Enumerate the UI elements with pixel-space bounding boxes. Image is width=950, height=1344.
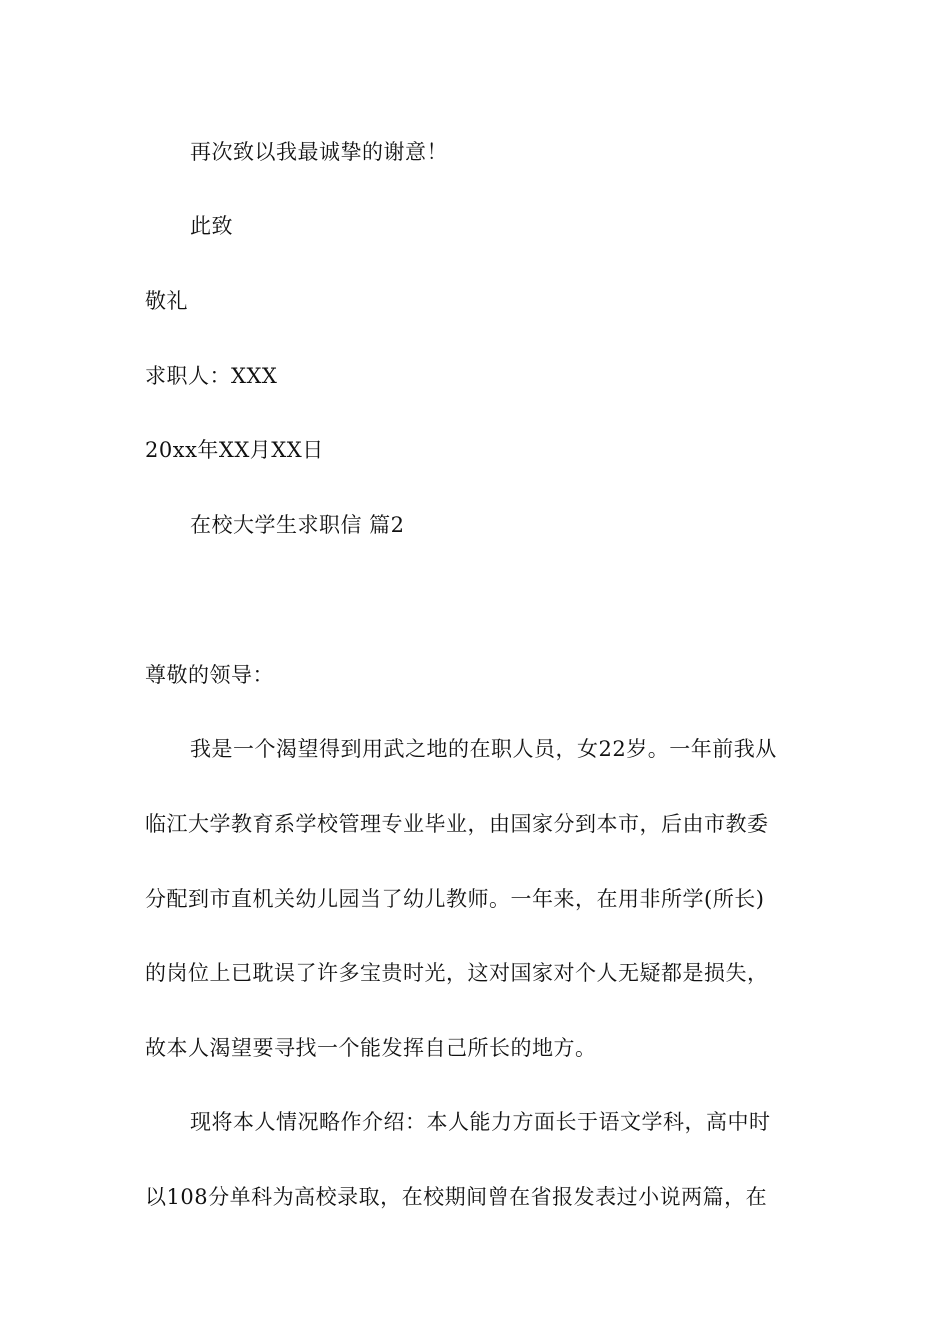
paragraph-1-line-2: 临江大学教育系学校管理专业毕业，由国家分到本市，后由市教委 [145, 812, 769, 836]
paragraph-2-line-2: 以108分单科为高校录取，在校期间曾在省报发表过小说两篇，在 [145, 1185, 768, 1209]
greeting: 尊敬的领导： [145, 663, 274, 687]
salutation-close-2: 敬礼 [145, 289, 188, 313]
paragraph-1-line-1: 我是一个渴望得到用武之地的在职人员，女22岁。一年前我从 [190, 737, 777, 761]
paragraph-1-line-5: 故本人渴望要寻找一个能发挥自己所长的地方。 [145, 1036, 597, 1060]
paragraph-1-line-3: 分配到市直机关幼儿园当了幼儿教师。一年来，在用非所学(所长) [145, 887, 765, 911]
closing-line: 再次致以我最诚挚的谢意！ [190, 140, 448, 164]
section-title: 在校大学生求职信 篇2 [190, 513, 405, 537]
salutation-close-1: 此致 [190, 214, 233, 238]
signature: 求职人：XXX [145, 364, 278, 388]
paragraph-2-line-1: 现将本人情况略作介绍：本人能力方面长于语文学科，高中时 [190, 1110, 771, 1134]
date: 20xx年XX月XX日 [145, 438, 324, 462]
paragraph-1-line-4: 的岗位上已耽误了许多宝贵时光，这对国家对个人无疑都是损失， [145, 961, 769, 985]
